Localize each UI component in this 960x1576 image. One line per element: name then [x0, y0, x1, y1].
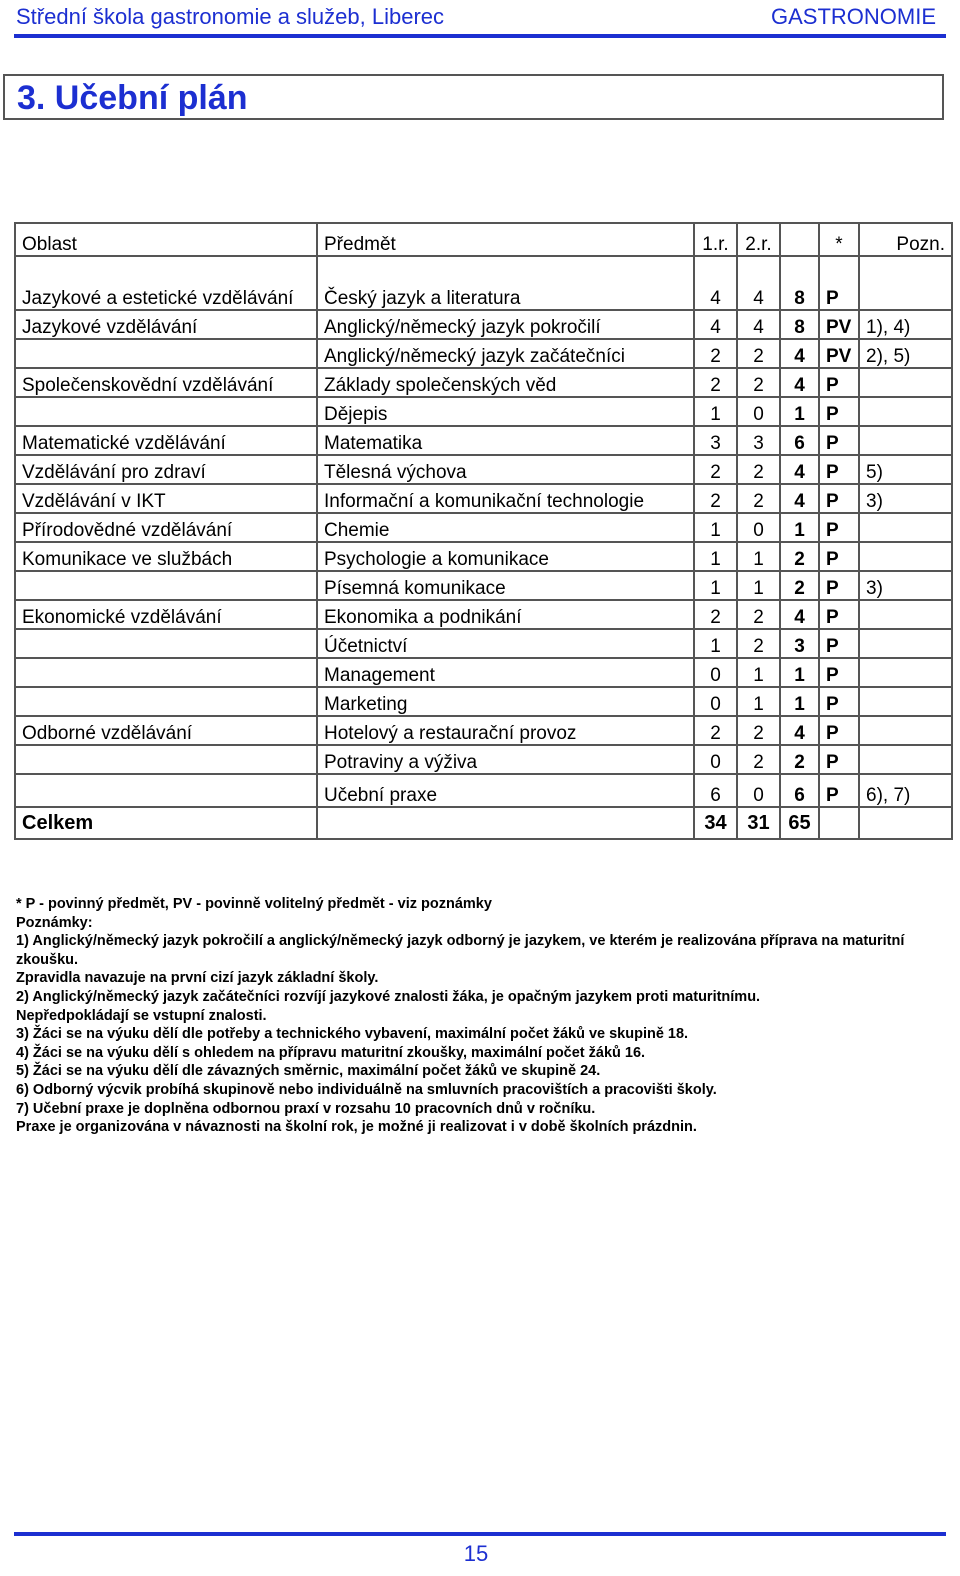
subject-cell: Učební praxe: [317, 774, 694, 807]
year1-cell: 2: [694, 600, 737, 629]
type-cell: P: [819, 600, 859, 629]
year2-cell: 1: [737, 542, 780, 571]
subject-cell: Ekonomika a podnikání: [317, 600, 694, 629]
subject-cell: Anglický/německý jazyk pokročilí: [317, 310, 694, 339]
total-cell: 2: [780, 745, 819, 774]
totals-year2: 31: [737, 807, 780, 839]
note-line: Nepředpokládají se vstupní znalosti.: [16, 1007, 267, 1024]
type-cell: P: [819, 658, 859, 687]
header-rule: [14, 34, 946, 38]
note-line: * P - povinný předmět, PV - povinně volitelný předmět - viz poznámky: [16, 896, 492, 912]
subject-cell: Tělesná výchova: [317, 455, 694, 484]
subject-cell: Potraviny a výživa: [317, 745, 694, 774]
subject-cell: Matematika: [317, 426, 694, 455]
type-cell: P: [819, 542, 859, 571]
note-cell: 3): [859, 571, 952, 600]
note-cell: 2), 5): [859, 339, 952, 368]
total-cell: 4: [780, 368, 819, 397]
year2-cell: 1: [737, 571, 780, 600]
table-row: [15, 310, 952, 339]
type-cell: P: [819, 513, 859, 542]
year1-cell: 0: [694, 745, 737, 774]
note-line: Poznámky:: [16, 914, 93, 931]
notes-section: [16, 895, 946, 1137]
year2-cell: 2: [737, 629, 780, 658]
note-cell: [859, 745, 952, 774]
year2-cell: 0: [737, 774, 780, 807]
year2-cell: 2: [737, 484, 780, 513]
year2-cell: 2: [737, 339, 780, 368]
year1-cell: 2: [694, 368, 737, 397]
total-cell: 4: [780, 600, 819, 629]
subject-cell: Hotelový a restaurační provoz: [317, 716, 694, 745]
header-total: [780, 223, 819, 256]
note-line: Praxe je organizována v návaznosti na školní rok, je možné ji realizovat i v době školních prázdnin.: [16, 1119, 697, 1136]
totals-label: Celkem: [15, 807, 317, 839]
area-cell: Vzdělávání pro zdraví: [15, 455, 317, 484]
note-cell: [859, 397, 952, 426]
year2-cell: 2: [737, 455, 780, 484]
table-row: [15, 339, 952, 368]
year2-cell: 0: [737, 513, 780, 542]
table-row: [15, 716, 952, 745]
total-cell: 3: [780, 629, 819, 658]
note-cell: [859, 256, 952, 310]
subject-cell: Chemie: [317, 513, 694, 542]
subject-cell: Dějepis: [317, 397, 694, 426]
type-cell: P: [819, 484, 859, 513]
type-cell: P: [819, 745, 859, 774]
area-cell: Jazykové vzdělávání: [15, 310, 317, 339]
note-cell: [859, 513, 952, 542]
table-row: [15, 513, 952, 542]
note-line: 4) Žáci se na výuku dělí s ohledem na přípravu maturitní zkoušky, maximální počet žáků 16.: [16, 1044, 646, 1061]
table-row: [15, 629, 952, 658]
year1-cell: 2: [694, 484, 737, 513]
total-cell: 8: [780, 310, 819, 339]
note-cell: [859, 687, 952, 716]
totals-note-cell: [859, 807, 952, 839]
year2-cell: 4: [737, 310, 780, 339]
note-cell: [859, 658, 952, 687]
note-cell: [859, 368, 952, 397]
note-line: 1) Anglický/německý jazyk pokročilí a anglický/německý jazyk odborný je jazykem, ve kterém je realizována příprava na maturitní zkoušku.: [16, 933, 905, 968]
header-year1: 1.r.: [694, 223, 737, 256]
note-cell: 1), 4): [859, 310, 952, 339]
note-cell: 5): [859, 455, 952, 484]
area-cell: Jazykové a estetické vzdělávání: [15, 256, 317, 310]
page-header: [16, 4, 946, 32]
note-cell: [859, 629, 952, 658]
note-line: 2) Anglický/německý jazyk začátečníci rozvíjí jazykové znalosti žáka, je opačným jazykem proti maturitnímu.: [16, 988, 761, 1005]
totals-row: [15, 807, 952, 839]
table-row: [15, 426, 952, 455]
area-cell: Ekonomické vzdělávání: [15, 600, 317, 629]
total-cell: 1: [780, 658, 819, 687]
total-cell: 4: [780, 455, 819, 484]
school-name: Střední škola gastronomie a služeb, Liberec: [16, 4, 445, 29]
total-cell: 4: [780, 339, 819, 368]
total-cell: 6: [780, 774, 819, 807]
subject-cell: Základy společenských věd: [317, 368, 694, 397]
total-cell: 1: [780, 397, 819, 426]
note-line: Zpravidla navazuje na první cizí jazyk základní školy.: [16, 970, 379, 987]
year1-cell: 1: [694, 513, 737, 542]
year2-cell: 3: [737, 426, 780, 455]
total-cell: 6: [780, 426, 819, 455]
note-cell: [859, 542, 952, 571]
total-cell: 1: [780, 513, 819, 542]
type-cell: P: [819, 716, 859, 745]
year1-cell: 3: [694, 426, 737, 455]
header-type: *: [819, 223, 859, 256]
table-row: [15, 484, 952, 513]
type-cell: P: [819, 687, 859, 716]
year2-cell: 0: [737, 397, 780, 426]
header-year2: 2.r.: [737, 223, 780, 256]
area-cell: [15, 571, 317, 600]
subject-cell: Psychologie a komunikace: [317, 542, 694, 571]
subject-cell: Management: [317, 658, 694, 687]
area-cell: [15, 629, 317, 658]
type-cell: P: [819, 571, 859, 600]
table-footer: [15, 807, 952, 839]
table-row: [15, 600, 952, 629]
year1-cell: 0: [694, 658, 737, 687]
header-area: Oblast: [15, 223, 317, 256]
table-body: [15, 223, 952, 807]
totals-subject-cell: [317, 807, 694, 839]
note-cell: [859, 426, 952, 455]
curriculum-table: [14, 222, 953, 840]
year2-cell: 2: [737, 368, 780, 397]
type-cell: P: [819, 455, 859, 484]
table-row: [15, 542, 952, 571]
type-cell: P: [819, 629, 859, 658]
note-cell: [859, 600, 952, 629]
note-cell: 6), 7): [859, 774, 952, 807]
year1-cell: 4: [694, 310, 737, 339]
total-cell: 2: [780, 571, 819, 600]
type-cell: P: [819, 774, 859, 807]
note-line: 6) Odborný výcvik probíhá skupinově nebo individuálně na smluvních pracovištích a pracovišti školy.: [16, 1081, 717, 1098]
year2-cell: 2: [737, 745, 780, 774]
year1-cell: 1: [694, 542, 737, 571]
note-line: 3) Žáci se na výuku dělí dle potřeby a technického vybavení, maximální počet žáků ve skupině 18.: [16, 1026, 689, 1043]
area-cell: Společenskovědní vzdělávání: [15, 368, 317, 397]
area-cell: Přírodovědné vzdělávání: [15, 513, 317, 542]
total-cell: 2: [780, 542, 819, 571]
subject-cell: Český jazyk a literatura: [317, 256, 694, 310]
year1-cell: 2: [694, 339, 737, 368]
subject-cell: Anglický/německý jazyk začátečníci: [317, 339, 694, 368]
type-cell: P: [819, 256, 859, 310]
totals-year1: 34: [694, 807, 737, 839]
area-cell: [15, 339, 317, 368]
header-subject: Předmět: [317, 223, 694, 256]
type-cell: PV: [819, 339, 859, 368]
table-row: [15, 571, 952, 600]
subject-cell: Informační a komunikační technologie: [317, 484, 694, 513]
table-row: [15, 455, 952, 484]
area-cell: [15, 745, 317, 774]
year1-cell: 2: [694, 716, 737, 745]
year2-cell: 2: [737, 600, 780, 629]
area-cell: Odborné vzdělávání: [15, 716, 317, 745]
page-number: 15: [463, 1541, 489, 1566]
area-cell: Matematické vzdělávání: [15, 426, 317, 455]
section-title: 3. Učební plán: [17, 79, 248, 117]
table-header-row: [15, 223, 952, 256]
table-row: [15, 397, 952, 426]
totals-total: 65: [780, 807, 819, 839]
area-cell: Vzdělávání v IKT: [15, 484, 317, 513]
total-cell: 4: [780, 716, 819, 745]
table-row: [15, 745, 952, 774]
total-cell: 1: [780, 687, 819, 716]
year1-cell: 1: [694, 397, 737, 426]
year2-cell: 1: [737, 658, 780, 687]
area-cell: [15, 687, 317, 716]
total-cell: 4: [780, 484, 819, 513]
type-cell: P: [819, 397, 859, 426]
year2-cell: 1: [737, 687, 780, 716]
type-cell: P: [819, 426, 859, 455]
year1-cell: 2: [694, 455, 737, 484]
year1-cell: 0: [694, 687, 737, 716]
year1-cell: 1: [694, 629, 737, 658]
footer-rule: [14, 1532, 946, 1536]
year1-cell: 4: [694, 256, 737, 310]
header-note: Pozn.: [859, 223, 952, 256]
note-line: 5) Žáci se na výuku dělí dle závazných směrnic, maximální počet žáků ve skupině 24.: [16, 1063, 601, 1080]
total-cell: 8: [780, 256, 819, 310]
note-cell: 3): [859, 484, 952, 513]
table-row: [15, 687, 952, 716]
subject-cell: Marketing: [317, 687, 694, 716]
year1-cell: 1: [694, 571, 737, 600]
program-name: GASTRONOMIE: [770, 4, 936, 29]
table-row: [15, 368, 952, 397]
area-cell: [15, 774, 317, 807]
type-cell: PV: [819, 310, 859, 339]
area-cell: [15, 658, 317, 687]
section-title-box: [3, 74, 944, 120]
table-row: [15, 658, 952, 687]
type-cell: P: [819, 368, 859, 397]
area-cell: [15, 397, 317, 426]
year2-cell: 4: [737, 256, 780, 310]
area-cell: Komunikace ve službách: [15, 542, 317, 571]
totals-type-cell: [819, 807, 859, 839]
note-line: 7) Učební praxe je doplněna odbornou praxí v rozsahu 10 pracovních dnů v ročníku.: [16, 1100, 596, 1117]
note-cell: [859, 716, 952, 745]
subject-cell: Účetnictví: [317, 629, 694, 658]
table-row: [15, 256, 952, 310]
year2-cell: 2: [737, 716, 780, 745]
year1-cell: 6: [694, 774, 737, 807]
subject-cell: Písemná komunikace: [317, 571, 694, 600]
table-row: [15, 774, 952, 807]
